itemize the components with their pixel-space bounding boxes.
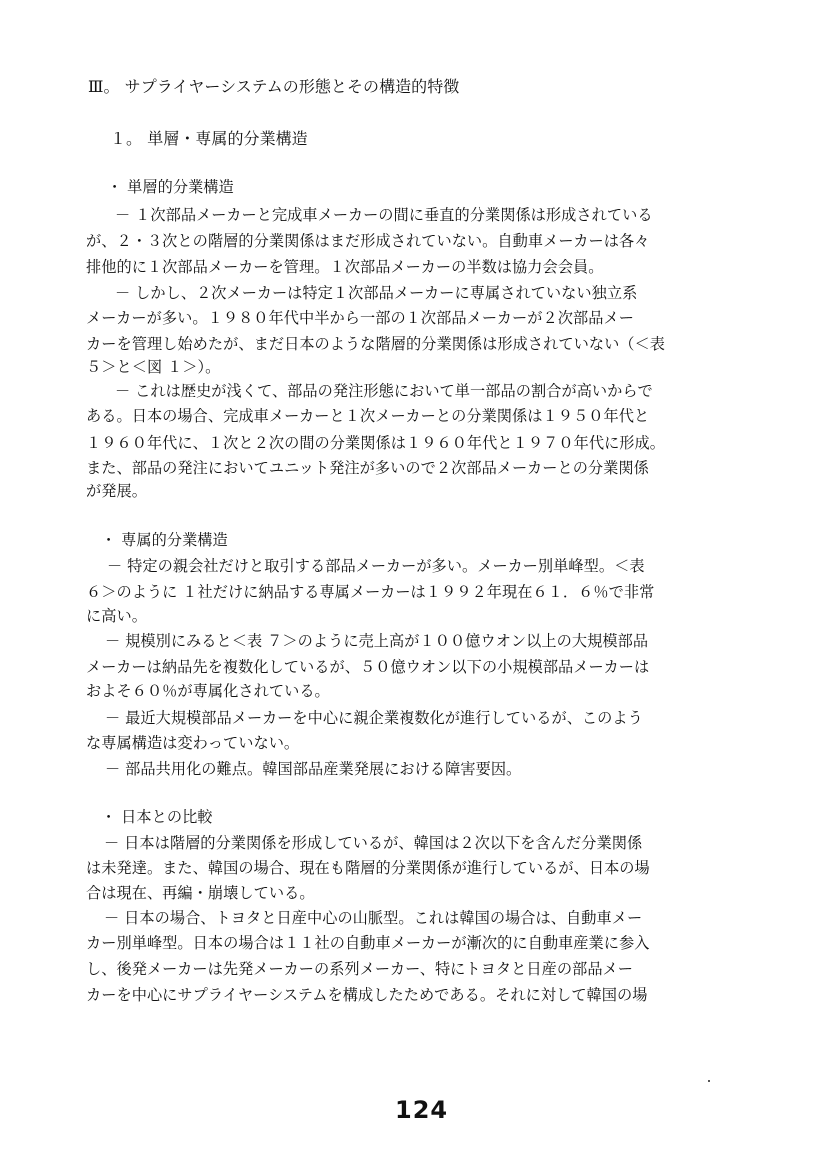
- paragraph-line: メーカーが多い。１９８０年代中半から一部の１次部品メーカーが２次部品メー: [86, 309, 634, 327]
- paragraph-line: また、部品の発注においてユニット発注が多いので２次部品メーカーとの分業関係: [86, 459, 649, 477]
- paragraph-line: － 特定の親会社だけと取引する部品メーカーが多い。メーカー別単峰型。＜表: [107, 557, 645, 575]
- paragraph-line: － 日本は階層的分業関係を形成しているが、韓国は２次以下を含んだ分業関係: [104, 834, 643, 852]
- paragraph-line: が、２・３次との階層的分業関係はまだ形成されていない。自動車メーカーは各々: [86, 232, 650, 250]
- paragraph-line: は未発達。また、韓国の場合、現在も階層的分業関係が進行しているが、日本の場: [86, 859, 650, 877]
- paragraph-line: － １次部品メーカーと完成車メーカーの間に垂直的分業関係は形成されている: [115, 206, 653, 224]
- paragraph-line: 合は現在、再編・崩壊している。: [86, 884, 315, 902]
- paragraph-line: － これは歴史が浅くて、部品の発注形態において単一部品の割合が高いからで: [115, 382, 653, 400]
- paragraph-line: ある。日本の場合、完成車メーカーと１次メーカーとの分業関係は１９５０年代と: [86, 407, 650, 425]
- paragraph-line: カー別単峰型。日本の場合は１１社の自動車メーカーが漸次的に自動車産業に参入: [86, 934, 650, 952]
- section-title: Ⅲ。 サプライヤーシステムの形態とその構造的特徴: [88, 77, 460, 96]
- paragraph-line: メーカーは納品先を複数化しているが、５０億ウオン以下の小規模部品メーカーは: [86, 658, 650, 676]
- paragraph-line: カーを管理し始めたが、まだ日本のような階層的分業関係は形成されていない（＜表: [86, 335, 666, 353]
- paragraph-line: に高い。: [86, 607, 147, 625]
- paragraph-line: およそ６０％が専属化されている。: [86, 682, 330, 700]
- block-heading-single-layer: ・ 単層的分業構造: [107, 178, 234, 196]
- paragraph-line: ５＞と＜図 １＞）。: [86, 358, 221, 376]
- paragraph-line: － 規模別にみると＜表 ７＞のように売上高が１００億ウオン以上の大規模部品: [105, 632, 649, 650]
- subsection-title: １。 単層・専属的分業構造: [110, 129, 308, 148]
- paragraph-line: 排他的に１次部品メーカーを管理。１次部品メーカーの半数は協力会会員。: [86, 258, 604, 276]
- paragraph-line: － 部品共用化の難点。韓国部品産業発展における障害要因。: [105, 760, 522, 778]
- paragraph-line: が発展。: [86, 482, 147, 500]
- paragraph-line: ６＞のように １社だけに納品する専属メーカーは１９９２年現在６１．６％で非常: [86, 583, 655, 601]
- block-heading-exclusive: ・ 専属的分業構造: [101, 531, 228, 549]
- paragraph-line: カーを中心にサプライヤーシステムを構成したためである。それに対して韓国の場: [86, 986, 648, 1004]
- paragraph-line: － 最近大規模部品メーカーを中心に親企業複数化が進行しているが、このよう: [105, 709, 643, 727]
- scan-speck: [708, 1080, 710, 1082]
- paragraph-line: な専属構造は変わっていない。: [86, 734, 300, 752]
- paragraph-line: １９６０年代に、１次と２次の間の分業関係は１９６０年代と１９７０年代に形成。: [86, 434, 666, 452]
- paragraph-line: － しかし、２次メーカーは特定１次部品メーカーに専属されていない独立系: [115, 284, 638, 302]
- paragraph-line: － 日本の場合、トヨタと日産中心の山脈型。これは韓国の場合は、自動車メー: [104, 909, 643, 927]
- page-number: 124: [395, 1096, 449, 1124]
- paragraph-line: し、後発メーカーは先発メーカーの系列メーカー、特にトヨタと日産の部品メー: [86, 960, 634, 978]
- block-heading-japan-comparison: ・ 日本との比較: [101, 808, 213, 826]
